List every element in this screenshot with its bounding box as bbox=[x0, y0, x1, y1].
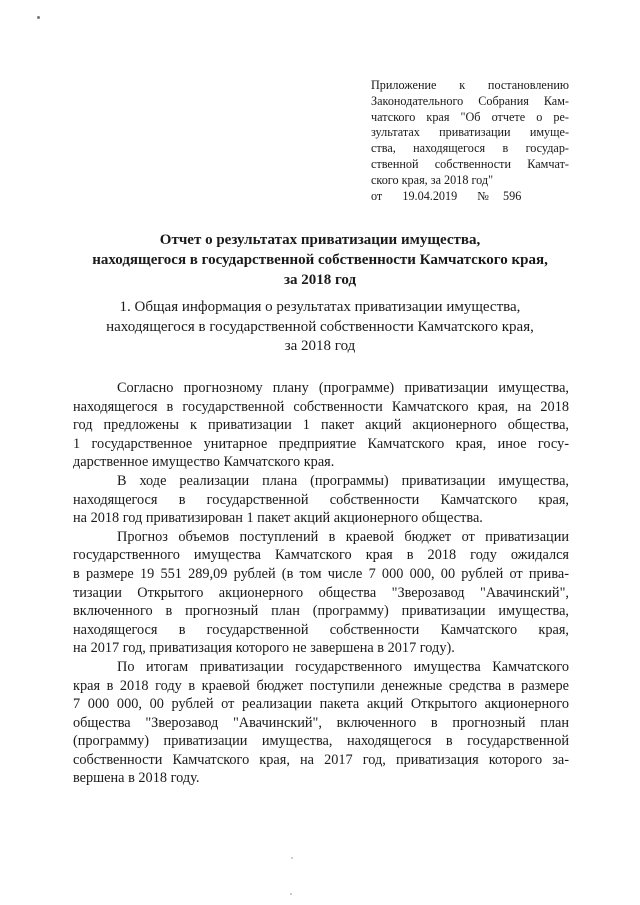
document-title bbox=[60, 230, 580, 290]
section-line: находящегося в государственной собственности Камчатского края, bbox=[106, 318, 534, 335]
number-sign: № bbox=[477, 188, 489, 203]
body-line: общества "Зверозавод "Авачинский", включенного в прогнозный план bbox=[73, 714, 569, 731]
appendix-line: ственной собственности Камчат- bbox=[371, 156, 569, 171]
title-line: находящегося в государственной собственности Камчатского края, bbox=[92, 252, 548, 268]
appendix-date-line bbox=[371, 189, 569, 205]
body-line: В ходе реализации плана (программы) приватизации имущества, bbox=[117, 472, 569, 489]
section-line: 1. Общая информация о результатах приватизации имущества, bbox=[119, 299, 521, 315]
body-line: края в 2018 году в краевой бюджет поступили денежные средства в размере bbox=[73, 677, 569, 694]
body-line: (программу) приватизации имущества, находящегося в государственной bbox=[73, 733, 569, 750]
body-line: Прогноз объемов поступлений в краевой бюджет от приватизации bbox=[117, 528, 569, 545]
title-line: Отчет о результатах приватизации имущества, bbox=[159, 232, 481, 248]
section-line: за 2018 год bbox=[284, 338, 356, 354]
section-heading bbox=[60, 298, 580, 357]
body-line: на 2018 год приватизирован 1 пакет акций акционерного общества. bbox=[73, 510, 483, 527]
from-label: от bbox=[371, 188, 383, 203]
scan-mark bbox=[37, 16, 40, 19]
appendix-line: Законодательного Собрания Кам- bbox=[371, 93, 569, 108]
body-line: в размере 19 551 289,09 рублей (в том числе 7 000 000, 00 рублей от прива- bbox=[73, 565, 569, 582]
body-line: вершена в 2018 году. bbox=[73, 770, 200, 787]
body-line: тизации Открытого акционерного общества "Зверозавод "Авачинский", bbox=[73, 584, 569, 601]
appendix-line: ского края, за 2018 год" bbox=[371, 172, 494, 187]
body-line: 7 000 000, 00 рублей от реализации пакета акций Открытого акционерного bbox=[73, 696, 569, 713]
body-line: на 2017 год, приватизация которого не завершена в 2017 году). bbox=[73, 640, 455, 657]
body-line: включенного в прогнозный план (программу) приватизации имущества, bbox=[73, 603, 569, 620]
body-line: По итогам приватизации государственного имущества Камчатского bbox=[117, 658, 569, 675]
title-line: за 2018 год bbox=[283, 272, 357, 288]
body-line: дарственное имущество Камчатского края. bbox=[73, 454, 335, 471]
scan-speck bbox=[290, 893, 292, 895]
appendix-line: ства, находящегося в государ- bbox=[371, 141, 569, 156]
body-line: государственного имущества Камчатского края в 2018 году ожидался bbox=[73, 547, 569, 564]
body-line: собственности Камчатского края, на 2017 год, приватизация которого за- bbox=[73, 751, 569, 768]
body-line: находящегося в государственной собственности Камчатского края, bbox=[73, 491, 569, 508]
body-line: находящегося в государственной собственности Камчатского края, bbox=[73, 621, 569, 638]
appendix-header bbox=[371, 78, 569, 204]
scan-speck bbox=[291, 857, 293, 859]
body-line: Согласно прогнозному плану (программе) приватизации имущества, bbox=[117, 380, 569, 396]
body-line: 1 государственное унитарное предприятие Камчатского края, иное госу- bbox=[73, 435, 569, 452]
body-line: находящегося в государственной собственности Камчатского края, на 2018 bbox=[73, 398, 569, 415]
body-text bbox=[73, 379, 569, 788]
resolution-number: 596 bbox=[503, 188, 522, 203]
resolution-date: 19.04.2019 bbox=[402, 188, 458, 203]
appendix-line: зультатах приватизации имуще- bbox=[371, 125, 569, 140]
body-line: год предложены к приватизации 1 пакет акций акционерного общества, bbox=[73, 417, 569, 434]
appendix-line: Приложение к постановлению bbox=[371, 78, 569, 92]
appendix-line: чатского края "Об отчете о ре- bbox=[371, 109, 569, 124]
